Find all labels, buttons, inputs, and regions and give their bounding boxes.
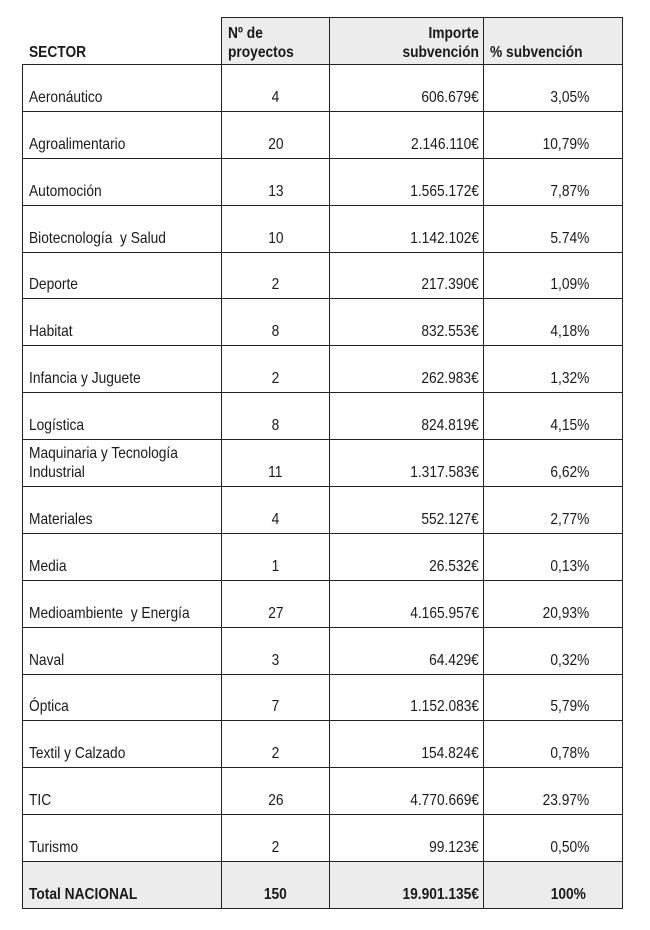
cell-projects [222, 65, 330, 112]
subsidy-amount: 1.565.172€ [410, 182, 479, 200]
cell-percentage [484, 393, 623, 440]
cell-sector [23, 158, 222, 205]
cell-amount [330, 440, 484, 487]
cell-total-percentage [484, 862, 623, 909]
project-count: 7 [271, 698, 280, 716]
project-count: 20 [267, 135, 284, 153]
subsidy-amount: 2.146.110€ [411, 135, 479, 153]
sector-name: Habitat [29, 323, 73, 341]
subsidy-amount: 552.127€ [421, 510, 479, 528]
subsidy-percentage: 0,13% [549, 557, 589, 575]
cell-sector [23, 580, 222, 627]
table-header-row [23, 18, 623, 65]
cell-percentage [484, 299, 623, 346]
subsidy-percentage: 6,62% [549, 464, 589, 482]
table-row [23, 158, 623, 205]
sector-name: Infancia y Juguete [29, 370, 141, 388]
table-row [23, 580, 623, 627]
cell-sector [23, 533, 222, 580]
project-count: 26 [267, 792, 284, 810]
cell-amount [330, 627, 484, 674]
cell-sector [23, 815, 222, 862]
cell-projects [222, 393, 330, 440]
table-row [23, 487, 623, 534]
subsidy-amount: 832.553€ [421, 323, 479, 341]
table-row [23, 393, 623, 440]
cell-percentage [484, 533, 623, 580]
total-project-count: 150 [264, 886, 287, 904]
project-count: 8 [271, 417, 280, 435]
cell-projects [222, 205, 330, 252]
cell-amount [330, 768, 484, 815]
table-row [23, 533, 623, 580]
column-header-sector-label: SECTOR [28, 44, 86, 61]
cell-amount [330, 111, 484, 158]
sector-name: TIC [29, 792, 52, 810]
subsidy-percentage: 3,05% [549, 88, 589, 106]
cell-percentage [484, 815, 623, 862]
sector-name: Deporte [29, 276, 78, 294]
sector-name: Turismo [29, 839, 79, 857]
cell-sector [23, 768, 222, 815]
cell-total-projects [222, 862, 330, 909]
sector-name-line1: Maquinaria y Tecnología [29, 445, 178, 463]
column-header-projects-line2: proyectos [228, 44, 294, 61]
cell-amount [330, 721, 484, 768]
table-row [23, 205, 623, 252]
subsidy-amount: 217.390€ [421, 276, 479, 294]
project-count: 27 [267, 604, 284, 622]
subsidy-by-sector-table [22, 17, 623, 909]
sector-name: Materiales [29, 510, 93, 528]
column-header-sector [23, 18, 222, 65]
cell-percentage [484, 487, 623, 534]
project-count: 1 [271, 557, 280, 575]
sector-name: Agroalimentario [29, 135, 126, 153]
cell-percentage [484, 674, 623, 721]
table-row [23, 768, 623, 815]
cell-projects [222, 533, 330, 580]
subsidy-amount: 154.824€ [421, 745, 479, 763]
cell-percentage [484, 580, 623, 627]
cell-percentage [484, 721, 623, 768]
subsidy-percentage: 0,50% [549, 839, 589, 857]
cell-projects [222, 487, 330, 534]
subsidy-percentage: 5.74% [549, 229, 589, 247]
cell-total-label [23, 862, 222, 909]
cell-amount [330, 205, 484, 252]
subsidy-amount: 4.165.957€ [410, 604, 479, 622]
table-row [23, 627, 623, 674]
subsidy-table-container [22, 17, 622, 909]
sector-name: Medioambiente y Energía [29, 604, 190, 622]
column-header-percentage-label: % subvención [490, 44, 583, 61]
cell-percentage [484, 768, 623, 815]
cell-amount [330, 299, 484, 346]
cell-sector [23, 721, 222, 768]
project-count: 4 [271, 88, 280, 106]
cell-amount [330, 674, 484, 721]
cell-amount [330, 346, 484, 393]
cell-projects [222, 299, 330, 346]
cell-projects [222, 815, 330, 862]
cell-sector [23, 346, 222, 393]
column-header-amount-line1: Importe [428, 25, 479, 42]
cell-amount [330, 815, 484, 862]
cell-sector [23, 65, 222, 112]
cell-sector [23, 487, 222, 534]
cell-sector [23, 111, 222, 158]
project-count: 2 [271, 276, 280, 294]
subsidy-percentage: 1,09% [549, 276, 589, 294]
subsidy-percentage: 2,77% [549, 510, 589, 528]
project-count: 4 [271, 510, 280, 528]
project-count: 11 [268, 464, 283, 482]
subsidy-percentage: 0,78% [549, 745, 589, 763]
cell-sector [23, 393, 222, 440]
column-header-percentage [484, 18, 623, 65]
subsidy-percentage: 1,32% [549, 370, 589, 388]
cell-projects [222, 721, 330, 768]
cell-percentage [484, 346, 623, 393]
cell-projects [222, 111, 330, 158]
cell-amount [330, 533, 484, 580]
cell-projects [222, 252, 330, 299]
cell-amount [330, 393, 484, 440]
column-header-projects [222, 18, 330, 65]
total-subsidy-percentage: 100% [550, 886, 586, 904]
cell-percentage [484, 205, 623, 252]
column-header-projects-label [228, 24, 294, 62]
table-row [23, 815, 623, 862]
project-count: 13 [267, 182, 284, 200]
table-row [23, 346, 623, 393]
table-row [23, 252, 623, 299]
subsidy-percentage: 0,32% [549, 651, 589, 669]
project-count: 10 [267, 229, 284, 247]
cell-projects [222, 674, 330, 721]
total-row [23, 862, 623, 909]
subsidy-percentage: 4,15% [549, 417, 589, 435]
cell-sector [23, 205, 222, 252]
sector-name: Naval [29, 651, 65, 669]
cell-sector [23, 674, 222, 721]
subsidy-amount: 262.983€ [421, 370, 479, 388]
cell-percentage [484, 440, 623, 487]
cell-sector [23, 252, 222, 299]
cell-projects [222, 627, 330, 674]
cell-amount [330, 580, 484, 627]
sector-name [29, 444, 178, 482]
sector-name: Óptica [29, 698, 69, 716]
subsidy-amount: 99.123€ [429, 839, 479, 857]
total-label: Total NACIONAL [29, 886, 138, 904]
cell-amount [330, 65, 484, 112]
subsidy-amount: 26.532€ [429, 557, 479, 575]
project-count: 2 [271, 839, 280, 857]
subsidy-amount: 64.429€ [429, 651, 479, 669]
table-row [23, 299, 623, 346]
cell-sector [23, 299, 222, 346]
column-header-amount [330, 18, 484, 65]
cell-projects [222, 440, 330, 487]
sector-name: Biotecnología y Salud [29, 229, 166, 247]
cell-amount [330, 158, 484, 205]
cell-projects [222, 768, 330, 815]
subsidy-amount: 1.152.083€ [410, 698, 479, 716]
subsidy-percentage: 10,79% [542, 135, 589, 153]
sector-name: Media [29, 557, 67, 575]
subsidy-percentage: 4,18% [549, 323, 589, 341]
project-count: 2 [271, 370, 280, 388]
sector-name: Logística [29, 417, 85, 435]
subsidy-amount: 824.819€ [421, 417, 479, 435]
subsidy-amount: 606.679€ [421, 88, 479, 106]
sector-name: Aeronáutico [29, 88, 103, 106]
cell-sector [23, 627, 222, 674]
cell-sector [23, 440, 222, 487]
cell-percentage [484, 158, 623, 205]
subsidy-percentage: 20,93% [542, 604, 589, 622]
sector-name: Automoción [29, 182, 102, 200]
subsidy-amount: 1.142.102€ [410, 229, 479, 247]
table-row [23, 440, 623, 487]
cell-percentage [484, 252, 623, 299]
column-header-projects-line1: Nº de [228, 25, 263, 42]
subsidy-amount: 4.770.669€ [410, 792, 479, 810]
subsidy-percentage: 7,87% [549, 182, 589, 200]
column-header-amount-line2: subvención [402, 44, 479, 61]
total-subsidy-amount: 19.901.135€ [402, 886, 479, 904]
cell-projects [222, 158, 330, 205]
cell-total-amount [330, 862, 484, 909]
subsidy-percentage: 23.97% [542, 792, 589, 810]
cell-percentage [484, 65, 623, 112]
column-header-amount-label [403, 24, 479, 62]
cell-amount [330, 487, 484, 534]
project-count: 3 [271, 651, 280, 669]
table-row [23, 111, 623, 158]
project-count: 2 [271, 745, 280, 763]
subsidy-amount: 1.317.583€ [410, 464, 479, 482]
cell-percentage [484, 111, 623, 158]
sector-name: Textil y Calzado [29, 745, 126, 763]
cell-projects [222, 580, 330, 627]
table-row [23, 674, 623, 721]
table-row [23, 65, 623, 112]
table-row [23, 721, 623, 768]
subsidy-percentage: 5,79% [549, 698, 589, 716]
cell-projects [222, 346, 330, 393]
cell-percentage [484, 627, 623, 674]
cell-amount [330, 252, 484, 299]
sector-name-line2: Industrial [29, 464, 85, 482]
project-count: 8 [271, 323, 280, 341]
